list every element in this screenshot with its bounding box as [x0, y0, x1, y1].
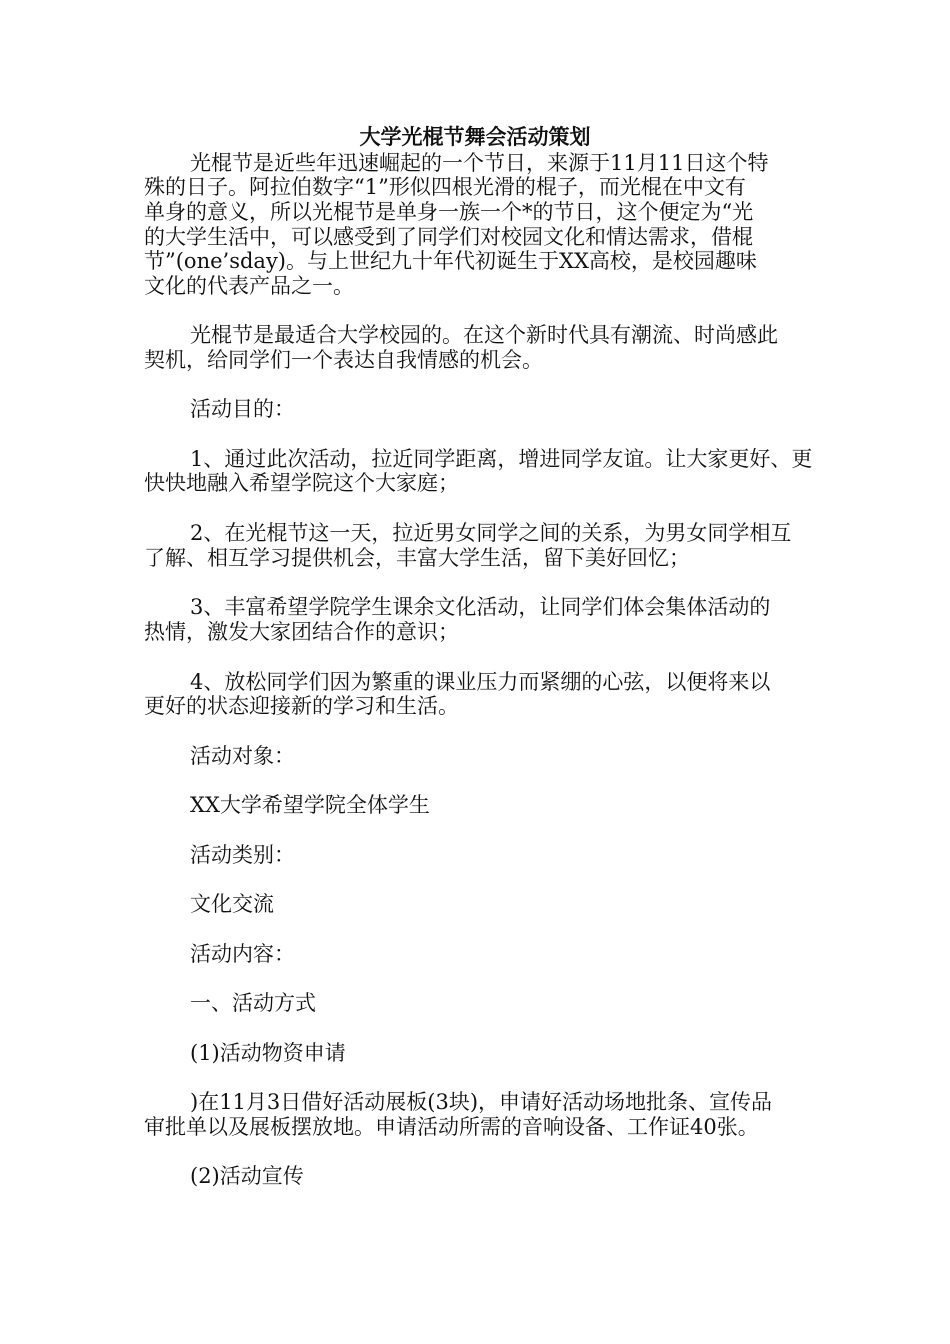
heading-category: 活动类别：: [190, 843, 295, 867]
purpose-item-3-line-1: 3、丰富希望学院学生课余文化活动，让同学们体会集体活动的: [190, 595, 771, 619]
heading-purpose: 活动目的：: [190, 397, 295, 421]
materials-paragraph-line-1: )在11月3日借好活动展板(3块)，申请好活动场地批条、宣传品: [190, 1090, 773, 1114]
audience-value: XX大学希望学院全体学生: [190, 793, 430, 817]
purpose-item-4-line-1: 4、放松同学们因为繁重的课业压力而紧绷的心弦，以便将来以: [190, 670, 771, 694]
materials-paragraph-line-2: 审批单以及展板摆放地。申请活动所需的音响设备、工作证40张。: [144, 1115, 759, 1139]
paragraph-intro-line-4: 的大学生活中，可以感受到了同学们对校园文化和情达需求，借棍: [144, 225, 753, 249]
purpose-item-1-line-2: 快快地融入希望学院这个大家庭；: [144, 471, 459, 495]
purpose-item-4-line-2: 更好的状态迎接新的学习和生活。: [144, 694, 459, 718]
paragraph-intro-line-2: 殊的日子。阿拉伯数字“1”形似四根光滑的棍子，而光棍在中文有: [144, 175, 746, 199]
heading-content: 活动内容：: [190, 942, 295, 966]
category-value: 文化交流: [190, 892, 274, 916]
document-title: 大学光棍节舞会活动策划: [359, 124, 591, 149]
purpose-item-2-line-2: 了解、相互学习提供机会，丰富大学生活，留下美好回忆；: [144, 546, 690, 570]
paragraph-intro-line-3: 单身的意义，所以光棍节是单身一族一个*的节日，这个便定为“光: [144, 200, 754, 224]
paragraph-intro-line-5: 节”(one’sday)。与上世纪九十年代初诞生于XX高校，是校园趣味: [144, 249, 757, 273]
purpose-item-3-line-2: 热情，激发大家团结合作的意识；: [144, 620, 459, 644]
section-activity-method: 一、活动方式: [190, 991, 316, 1015]
paragraph-suitability-line-1: 光棍节是最适合大学校园的。在这个新时代具有潮流、时尚感此: [190, 323, 778, 347]
subsection-materials-request: (1)活动物资申请: [190, 1041, 346, 1065]
subsection-promotion: (2)活动宣传: [190, 1164, 304, 1188]
paragraph-intro-line-6: 文化的代表产品之一。: [144, 274, 354, 298]
purpose-item-2-line-1: 2、在光棍节这一天，拉近男女同学之间的关系，为男女同学相互: [190, 521, 792, 545]
purpose-item-1-line-1: 1、通过此次活动，拉近同学距离，增进同学友谊。让大家更好、更: [190, 447, 813, 471]
paragraph-intro-line-1: 光棍节是近些年迅速崛起的一个节日，来源于11月11日这个特: [190, 151, 769, 175]
heading-audience: 活动对象：: [190, 744, 295, 768]
paragraph-suitability-line-2: 契机，给同学们一个表达自我情感的机会。: [144, 348, 543, 372]
